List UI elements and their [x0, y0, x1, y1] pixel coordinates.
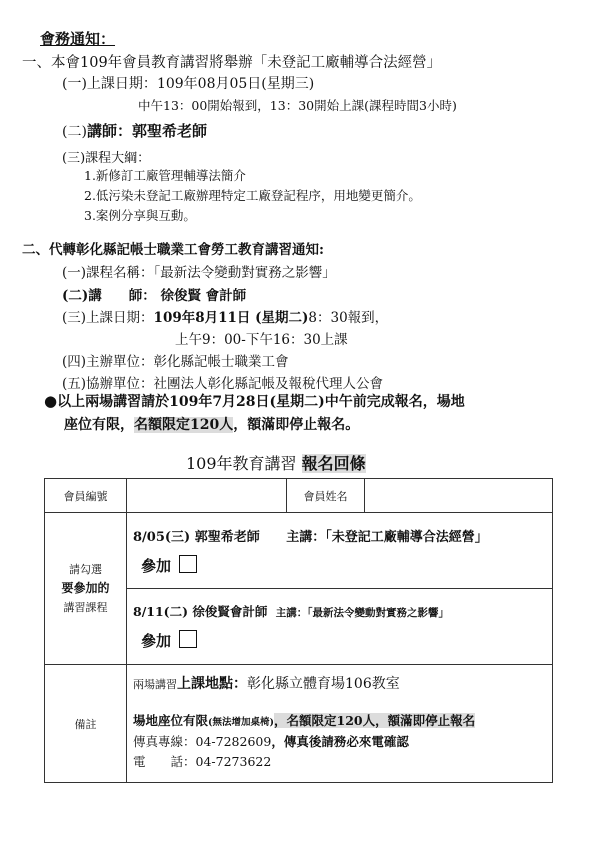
item2-date-line — [62, 306, 388, 326]
item2-time: 上午9：00-下午16：30上課 — [175, 332, 348, 348]
item1-teacher-line — [62, 120, 207, 141]
item2-date: 109年8月11日 (星期二) — [153, 310, 309, 326]
member-no-field[interactable] — [127, 479, 287, 513]
form-title-reply: 報名回條 — [301, 454, 366, 473]
phone-line — [133, 752, 552, 770]
outline-item-1: 1.新修訂工廠管理輔導法簡介 — [84, 168, 246, 183]
course2-checkbox[interactable] — [179, 630, 197, 648]
item1-teacher: 講師：郭聖希老師 — [86, 122, 207, 140]
item1-date-prefix: (一)上課日期： — [62, 76, 157, 92]
course2-topic: 主講：「最新法令變動對實務之影響」 — [275, 607, 449, 619]
item1-date: 109年08月05日(星期三) — [156, 76, 315, 92]
item2-date-suffix: 8：30報到， — [308, 310, 389, 326]
course1-topic: 主講：「未登記工廠輔導合法經營」 — [286, 529, 488, 545]
item1-title: 一、本會109年會員教育講習將舉辦「未登記工廠輔導合法經營」 — [22, 55, 442, 71]
select-label-line-2: 要參加的 — [61, 581, 110, 595]
item1-outline-label: (三)課程大綱： — [62, 151, 151, 166]
fax-label: 傳真專線： — [133, 734, 196, 749]
outline-item-2: 2.低污染未登記工廠辦理特定工廠登記程序，用地變更簡介。 — [84, 188, 421, 203]
notice-heading: 會務通知： — [40, 30, 116, 48]
item2-date-prefix: (三)上課日期： — [62, 310, 154, 326]
location-label: 上課地點： — [177, 676, 247, 692]
item1-teacher-prefix: (二) — [62, 124, 87, 140]
location-value: 彰化縣立體育場106教室 — [247, 676, 400, 692]
registration-line-2 — [64, 414, 359, 434]
select-label-line-3: 講習課程 — [63, 601, 108, 614]
course1-checkbox[interactable] — [179, 555, 197, 573]
form-title — [186, 451, 366, 474]
item1-time: 中午13：00開始報到，13：30開始上課(課程時間3小時) — [138, 98, 457, 113]
item2-co-organizer: (五)協辦單位：社團法人彰化縣記帳及報稅代理人公會 — [62, 376, 384, 392]
remark-label: 備註 — [45, 665, 127, 783]
course2-attend-label: 參加 — [141, 632, 172, 650]
registration-quota: 名額限定120人 — [134, 417, 234, 433]
seat-text-small: (無法增加桌椅) — [208, 717, 275, 728]
registration-text-2a: 座位有限， — [64, 417, 134, 433]
course2-info — [133, 602, 552, 620]
registration-text-2c: ，額滿即停止報名。 — [233, 417, 360, 433]
registration-text-1: 以上兩場講習請於109年7月28日(星期二)中午前完成報名，場地 — [57, 394, 465, 410]
select-label-line-1: 請勾選 — [69, 563, 102, 576]
location-line — [133, 673, 552, 693]
seat-text-b: ，名額限定120人，額滿即停止報名 — [274, 713, 476, 728]
item1-date-line — [62, 73, 314, 93]
seat-text-a: 場地座位有限 — [133, 713, 209, 728]
form-title-main: 109年教育講習 — [186, 454, 297, 473]
location-prefix: 兩場講習 — [133, 678, 177, 691]
course1-info — [133, 526, 552, 545]
item2-teacher: (二)講 師： 徐俊賢 會計師 — [62, 288, 247, 304]
fax-value: 04-7282609 — [195, 734, 272, 749]
course2-cell — [127, 589, 553, 665]
fax-note: ，傳真後請務必來電確認 — [271, 734, 409, 749]
registration-line-1 — [44, 391, 465, 411]
course1-attend[interactable] — [141, 555, 552, 576]
course1-attend-label: 參加 — [141, 556, 172, 575]
outline-item-3: 3.案例分享與互動。 — [84, 208, 196, 223]
course1-cell — [127, 513, 553, 589]
course-select-label — [45, 513, 127, 665]
registration-form — [44, 478, 553, 783]
member-name-field[interactable] — [365, 479, 553, 513]
course1-date: 8/05(三) 郭聖希老師 — [133, 529, 260, 545]
bullet-icon: ● — [44, 392, 58, 410]
item2-course: (一)課程名稱：「最新法令變動對實務之影響」 — [62, 265, 336, 281]
item2-title: 二、代轉彰化縣記帳士職業工會勞工教育講習通知: — [22, 242, 324, 258]
seat-line — [133, 711, 552, 729]
phone-value: 04-7273622 — [195, 754, 272, 769]
course2-attend[interactable] — [141, 630, 552, 651]
remark-cell — [127, 665, 553, 783]
course2-date: 8/11(二) 徐俊賢會計師 — [133, 604, 268, 619]
fax-line — [133, 732, 552, 750]
member-no-label: 會員編號 — [45, 479, 127, 513]
phone-label: 電 話： — [133, 754, 196, 769]
member-name-label: 會員姓名 — [287, 479, 365, 513]
item2-organizer: (四)主辦單位：彰化縣記帳士職業工會 — [62, 354, 289, 370]
